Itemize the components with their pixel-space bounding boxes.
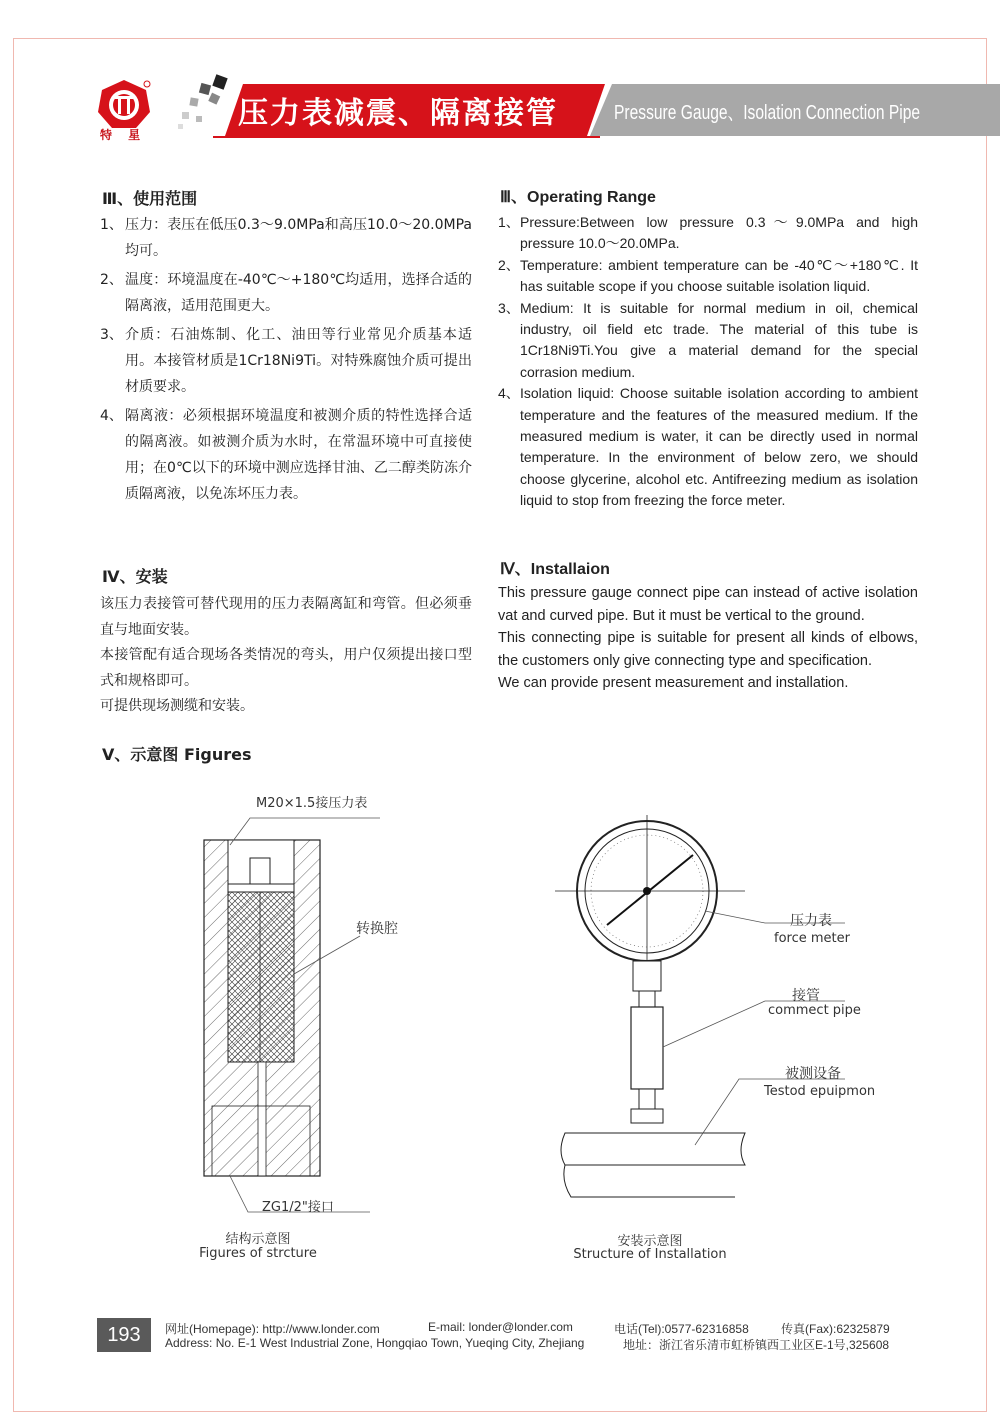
- section3-heading-en: Ⅲ、Operating Range: [500, 189, 656, 206]
- fig1-label-bottom: ZG1/2"接口: [262, 1200, 334, 1215]
- footer-address-cn: 地址：浙江省乐清市虹桥镇西工业区E-1号,325608: [623, 1338, 890, 1352]
- paragraph: 可提供现场测缆和安装。: [100, 698, 254, 714]
- fig1-caption-en: Figures of strcture: [199, 1246, 317, 1261]
- fig2-label3-en: Testod epuipmon: [764, 1084, 876, 1099]
- footer-homepage: 网址(Homepage): http://www.londer.com: [165, 1322, 380, 1336]
- page-title-en: Pressure Gauge、Isolation Connection Pipe: [614, 102, 921, 124]
- page-title-cn: 压力表减震、隔离接管: [238, 96, 558, 131]
- section4-text-en: [498, 582, 918, 695]
- title-underline: [213, 136, 600, 138]
- paragraph: 本接管配有适合现场各类情况的弯头，用户仅须提出接口型式和规格即可。: [100, 647, 472, 689]
- list-item: 1、 压力：表压在低压0.3～9.0MPa和高压10.0～20.0MPa均可。: [100, 217, 472, 259]
- list-item: 1、 Pressure:Between low pressure 0.3～9.0MPa and high pressure 10.0～20.0MPa.: [498, 214, 918, 252]
- footer-fax: 传真(Fax):62325879: [781, 1322, 890, 1336]
- section3-heading-cn: Ⅲ、使用范围: [102, 189, 198, 208]
- section5-heading: Ⅴ、示意图 Figures: [102, 745, 252, 764]
- footer-address-en: Address: No. E-1 West Industrial Zone, Hongqiao Town, Yueqing City, Zhejiang: [165, 1336, 585, 1350]
- fig2-label2-cn: 接管: [792, 988, 820, 1004]
- decorative-squares-icon: [176, 72, 236, 138]
- fig1-caption-cn: 结构示意图: [225, 1232, 291, 1247]
- section3-list-en: [498, 212, 918, 512]
- list-item: 3、 介质：石油炼制、化工、油田等行业常见介质基本适用。本接管材质是1Cr18Ni9Ti。对特殊腐蚀介质可提出材质要求。: [100, 327, 472, 395]
- paragraph: This connecting pipe is suitable for present all kinds of elbows, the customers only give connecting type and specification.: [498, 630, 918, 669]
- fig2-label1-en: force meter: [774, 931, 850, 946]
- list-item: 2、 温度：环境温度在-40℃～+180℃均适用，选择合适的隔离液，适用范围更大。: [100, 272, 472, 314]
- section4-text-cn: [100, 592, 472, 720]
- fig2-label2-en: commect pipe: [768, 1003, 861, 1018]
- section3-list-cn: [100, 212, 472, 510]
- paragraph: This pressure gauge connect pipe can instead of active isolation vat and curved pipe. But it must be vertical to the ground.: [498, 585, 918, 624]
- fig1-label-top: M20×1.5接压力表: [256, 796, 368, 811]
- page-number: 193: [97, 1318, 151, 1352]
- paragraph: 该压力表接管可替代现用的压力表隔离缸和弯管。但必须垂直与地面安装。: [100, 596, 472, 638]
- footer-email: E-mail: londer@londer.com: [428, 1320, 573, 1334]
- structure-diagram: [190, 790, 420, 1220]
- list-item: 3、 Medium: It is suitable for normal medium in oil, chemical industry, oil field etc trade. The material of this tube is 1Cr18Ni9Ti.You give a material demand for the special corrasion medium.: [498, 299, 918, 380]
- section4-heading-cn: Ⅳ、安装: [102, 567, 168, 586]
- brand-name: 特 星: [100, 128, 147, 142]
- fig2-caption-en: Structure of Installation: [573, 1247, 727, 1262]
- fig2-caption-cn: 安装示意图: [617, 1234, 683, 1249]
- section4-heading-en: Ⅳ、Installaion: [500, 561, 610, 578]
- paragraph: We can provide present measurement and installation.: [498, 675, 849, 691]
- list-item: 2、 Temperature: ambient temperature can be -40℃～+180℃. It has suitable scope if you choose suitable isolation liquid.: [498, 256, 918, 295]
- list-item: 4、 隔离液：必须根据环境温度和被测介质的特性选择合适的隔离液。如被测介质为水时，在常温环境中可直接使用；在0℃以下的环境中测应选择甘油、乙二醇类防冻介质隔离液，以免冻坏压力表。: [100, 408, 472, 502]
- fig2-label3-cn: 被测设备: [785, 1066, 841, 1082]
- fig2-label1-cn: 压力表: [790, 913, 832, 929]
- fig1-label-mid: 转换腔: [356, 921, 398, 937]
- footer-tel: 电话(Tel):0577-62316858: [614, 1322, 749, 1336]
- list-item: 4、 Isolation liquid: Choose suitable isolation according to ambient temperature and the features of the measured medium. If the measured medium is water, it can be directly used in normal temperature. In the environment of below zero, we should choose glycerine, alcohol etc. Antifreezing medium as isolation liquid to stop from freezing the force meter.: [498, 385, 918, 509]
